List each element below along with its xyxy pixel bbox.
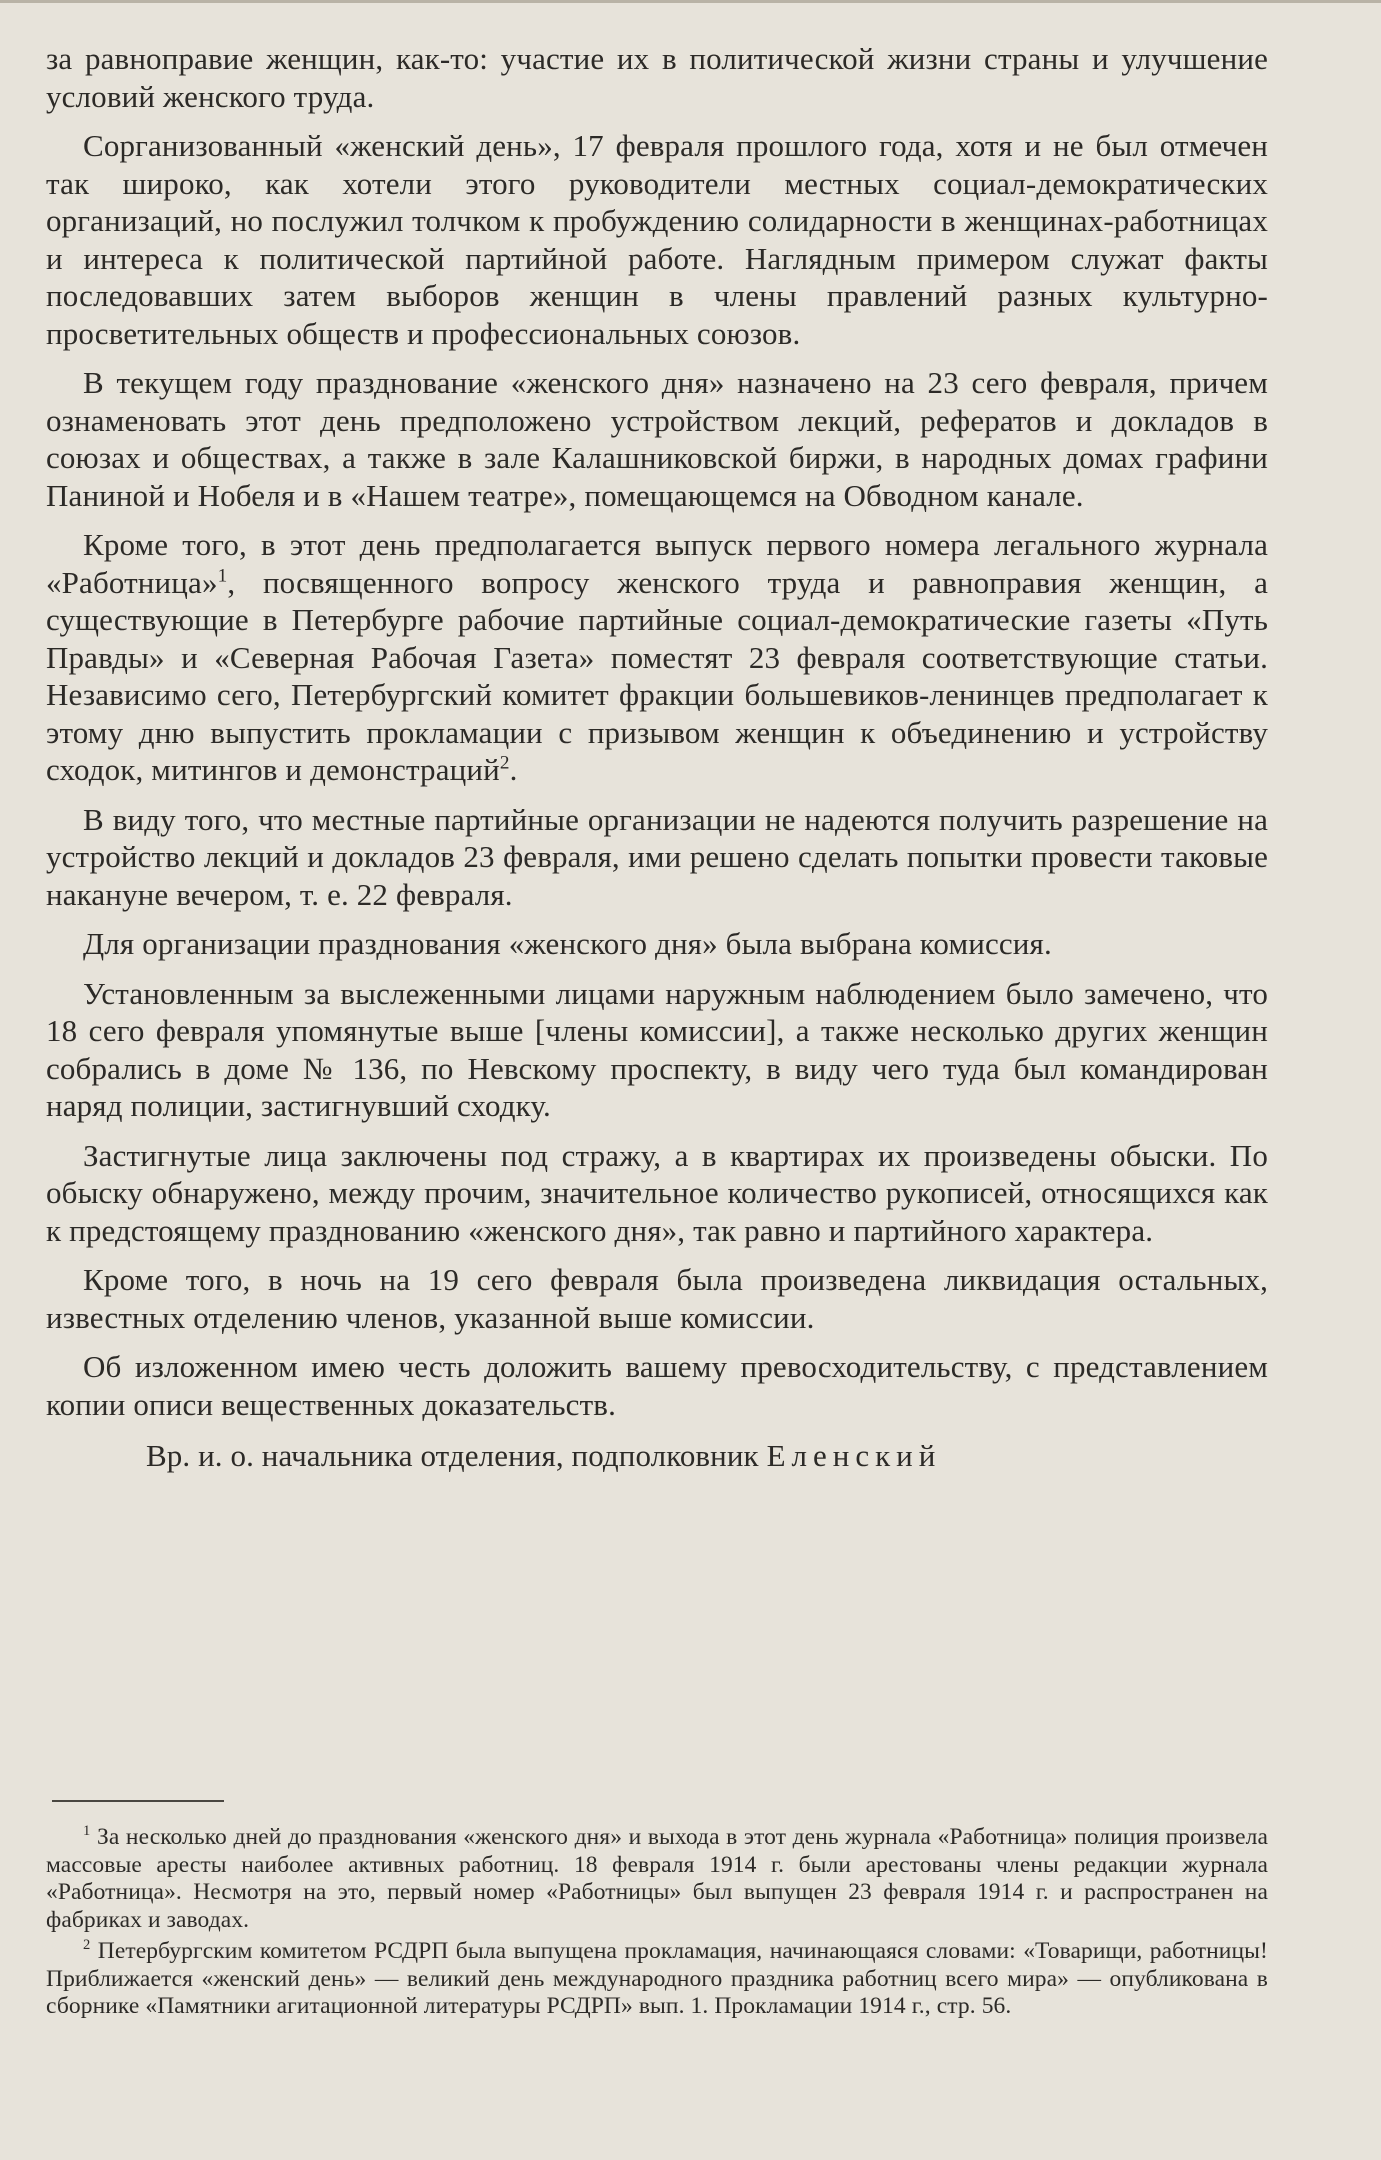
paragraph-4 bbox=[46, 526, 1268, 789]
footnote-ref-2: 2 bbox=[499, 752, 510, 774]
paragraph-4-part-1: Кроме того, в этот день предполагается выпуск первого номера легального журнала «Работница» bbox=[46, 527, 1268, 600]
document-page bbox=[46, 40, 1268, 1475]
footnote-2 bbox=[46, 1938, 1268, 2021]
footnote-1 bbox=[46, 1824, 1268, 1934]
paragraph-10: Об изложенном имею честь доложить вашему превосходительству, с представлением копии описи вещественных доказательств. bbox=[46, 1349, 1268, 1422]
footnote-1-text: За несколько дней до празднования «женского дня» и выхода в этот день журнала «Работница» полиция произвела массовые аресты наиболее активных работниц. 18 февраля 1914 г. были арестованы члены редакции журнала «Работница». Несмотря на это, первый номер «Работницы» был выпущен 23 февраля 1914 г. и распространен на фабриках и заводах. bbox=[46, 1824, 1268, 1933]
paragraph-3: В текущем году празднование «женского дня» назначено на 23 сего февраля, причем ознаменовать этот день предположено устройством лекций, рефератов и докладов в союзах и обществах, а также в зале Калашниковской биржи, в народных домах графини Паниной и Нобеля и в «Нашем театре», помещающемся на Обводном канале. bbox=[46, 365, 1268, 513]
top-rule bbox=[0, 0, 1381, 3]
paragraph-1: за равноправие женщин, как-то: участие их в политической жизни страны и улучшение условий женского труда. bbox=[46, 41, 1268, 114]
paragraph-2: Сорганизованный «женский день», 17 февраля прошлого года, хотя и не был отмечен так широко, как хотели этого руководители местных социал-демократических организаций, но послужил толчком к пробуждению солидарности в женщинах-работницах и интереса к политической партийной работе. Наглядным примером служат факты последовавших затем выборов женщин в члены правлений разных культурно-просветительных обществ и профессиональных союзов. bbox=[46, 128, 1268, 351]
footnotes bbox=[46, 1824, 1268, 2025]
paragraph-6: Для организации празднования «женского дня» была выбрана комиссия. bbox=[83, 926, 1052, 961]
footnote-ref-1: 1 bbox=[217, 565, 228, 587]
paragraph-4-end: . bbox=[509, 752, 518, 787]
footnote-marker-2: 2 bbox=[83, 1937, 91, 1954]
letter-body bbox=[46, 40, 1268, 1423]
signature-name: Еленский bbox=[766, 1438, 942, 1473]
paragraph-5: В виду того, что местные партийные организации не надеются получить разрешение на устройство лекций и докладов 23 февраля, ими решено сделать попытки провести таковые накануне вечером, т. е. 22 февраля. bbox=[46, 801, 1268, 912]
paragraph-4-part-2: , посвященного вопросу женского труда и равноправия женщин, а существующие в Петербурге рабочие партийные социал-демократические газеты «Путь Правды» и «Северная Рабочая Газета» поместят 23 февраля соответствующие статьи. Независимо сего, Петербургский комитет фракции большевиков-ленинцев предполагает к этому дню выпустить прокламации с призывом женщин к объединению и устройству сходок, митингов и демонстраций bbox=[46, 564, 1268, 787]
footnote-divider bbox=[52, 1800, 224, 1802]
paragraph-9: Кроме того, в ночь на 19 сего февраля была произведена ликвидация остальных, известных отделению членов, указанной выше комиссии. bbox=[46, 1262, 1268, 1335]
signature-line bbox=[46, 1437, 1268, 1475]
footnote-marker-1: 1 bbox=[83, 1823, 91, 1840]
signature-title: Вр. и. о. начальника отделения, подполковник bbox=[146, 1438, 759, 1473]
footnote-2-text: Петербургским комитетом РСДРП была выпущена прокламация, начинающаяся словами: «Товарищи, работницы! Приближается «женский день» — великий день международного праздника работниц всего мира» — опубликована в сборнике «Памятники агитационной литературы РСДРП» вып. 1. Прокламации 1914 г., стр. 56. bbox=[46, 1938, 1268, 2019]
paragraph-7: Установленным за выслеженными лицами наружным наблюдением было замечено, что 18 сего февраля упомянутые выше [члены комиссии], а также несколько других женщин собрались в доме № 136, по Невскому проспекту, в виду чего туда был командирован наряд полиции, застигнувший сходку. bbox=[46, 975, 1268, 1123]
paragraph-8: Застигнутые лица заключены под стражу, а в квартирах их произведены обыски. По обыску обнаружено, между прочим, значительное количество рукописей, относящихся как к предстоящему празднованию «женского дня», так равно и партийного характера. bbox=[46, 1137, 1268, 1248]
